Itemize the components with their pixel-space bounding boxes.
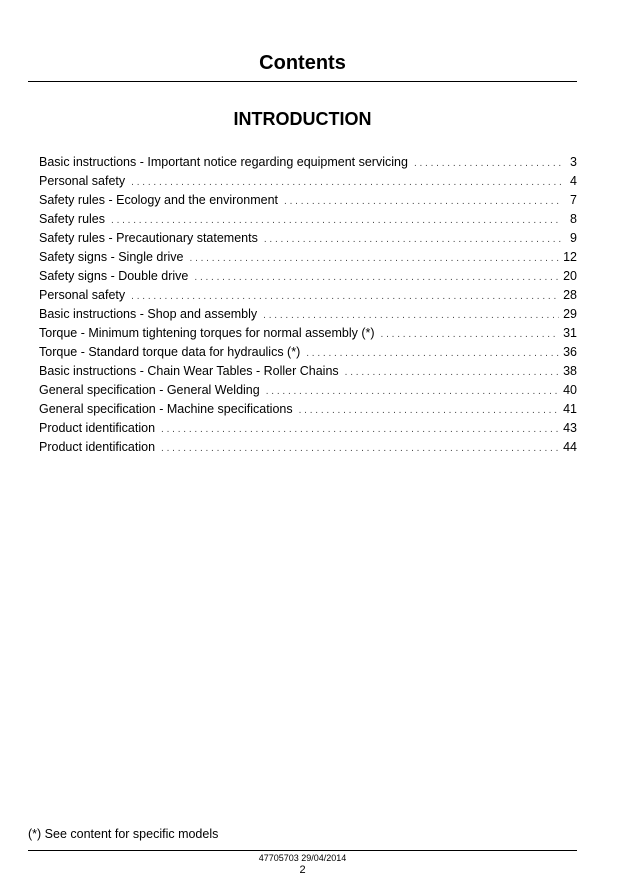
footer-page-number: 2: [299, 864, 306, 876]
toc-entry-page: 9: [570, 231, 577, 245]
toc-entry-page: 20: [563, 269, 577, 283]
toc-entry-page: 8: [570, 212, 577, 226]
toc-entry[interactable]: [39, 419, 577, 438]
toc-entry-page: 44: [563, 440, 577, 454]
toc-entry-title: Basic instructions - Chain Wear Tables - Roller Chains: [39, 364, 339, 378]
toc-entry-page: 41: [563, 402, 577, 416]
toc-entry-page: 43: [563, 421, 577, 435]
footer-doc-reference: 47705703 29/04/2014: [258, 853, 347, 863]
toc-entry-title: Safety signs - Double drive: [39, 269, 189, 283]
toc-entry-title: General specification - General Welding: [39, 383, 260, 397]
toc-entry-title: Torque - Standard torque data for hydraulics (*): [39, 345, 301, 359]
footer-divider: [28, 850, 577, 851]
toc-entry[interactable]: [39, 172, 577, 191]
toc-dot-leader: [190, 249, 560, 268]
toc-dot-leader: [266, 382, 559, 401]
toc-dot-leader: [194, 268, 559, 287]
section-heading: INTRODUCTION: [233, 109, 372, 129]
toc-dot-leader: [414, 154, 561, 173]
toc-entry-page: 28: [563, 288, 577, 302]
toc-entry[interactable]: [39, 286, 577, 305]
toc-entry-page: 12: [563, 250, 577, 264]
toc-dot-leader: [131, 287, 559, 306]
toc-entry[interactable]: [39, 381, 577, 400]
toc-entry-page: 40: [563, 383, 577, 397]
title-divider: [28, 81, 577, 82]
toc-dot-leader: [345, 363, 559, 382]
toc-entry-title: Safety signs - Single drive: [39, 250, 184, 264]
toc-dot-leader: [299, 401, 559, 420]
toc-entry-title: Safety rules: [39, 212, 106, 226]
toc-dot-leader: [381, 325, 560, 344]
toc-entry-title: Safety rules - Precautionary statements: [39, 231, 258, 245]
toc-entry[interactable]: [39, 191, 577, 210]
toc-entry[interactable]: [39, 343, 577, 362]
toc-dot-leader: [131, 173, 561, 192]
table-of-contents: [39, 153, 577, 457]
toc-entry-title: Safety rules - Ecology and the environment: [39, 193, 279, 207]
toc-entry[interactable]: [39, 324, 577, 343]
toc-entry[interactable]: [39, 210, 577, 229]
page-title: Contents: [259, 52, 346, 74]
toc-entry-page: 29: [563, 307, 577, 321]
toc-dot-leader: [161, 439, 559, 458]
footnote: (*) See content for specific models: [28, 827, 219, 841]
toc-entry-page: 31: [563, 326, 577, 340]
toc-entry-page: 38: [563, 364, 577, 378]
toc-entry-page: 36: [563, 345, 577, 359]
toc-entry-title: Product identification: [39, 440, 156, 454]
toc-entry[interactable]: [39, 362, 577, 381]
toc-dot-leader: [284, 192, 561, 211]
toc-dot-leader: [264, 230, 561, 249]
toc-entry-title: Torque - Minimum tightening torques for normal assembly (*): [39, 326, 375, 340]
toc-dot-leader: [161, 420, 559, 439]
toc-entry-title: Personal safety: [39, 288, 126, 302]
toc-dot-leader: [306, 344, 559, 363]
toc-entry[interactable]: [39, 229, 577, 248]
toc-entry[interactable]: [39, 267, 577, 286]
toc-entry-page: 3: [570, 155, 577, 169]
toc-entry[interactable]: [39, 153, 577, 172]
toc-entry[interactable]: [39, 248, 577, 267]
toc-entry-page: 7: [570, 193, 577, 207]
toc-dot-leader: [263, 306, 559, 325]
toc-dot-leader: [111, 211, 561, 230]
toc-entry-page: 4: [570, 174, 577, 188]
toc-entry-title: Basic instructions - Important notice regarding equipment servicing: [39, 155, 408, 169]
toc-entry[interactable]: [39, 305, 577, 324]
toc-entry[interactable]: [39, 438, 577, 457]
toc-entry-title: Product identification: [39, 421, 156, 435]
toc-entry-title: Basic instructions - Shop and assembly: [39, 307, 258, 321]
toc-entry-title: General specification - Machine specifications: [39, 402, 293, 416]
toc-entry[interactable]: [39, 400, 577, 419]
toc-entry-title: Personal safety: [39, 174, 126, 188]
